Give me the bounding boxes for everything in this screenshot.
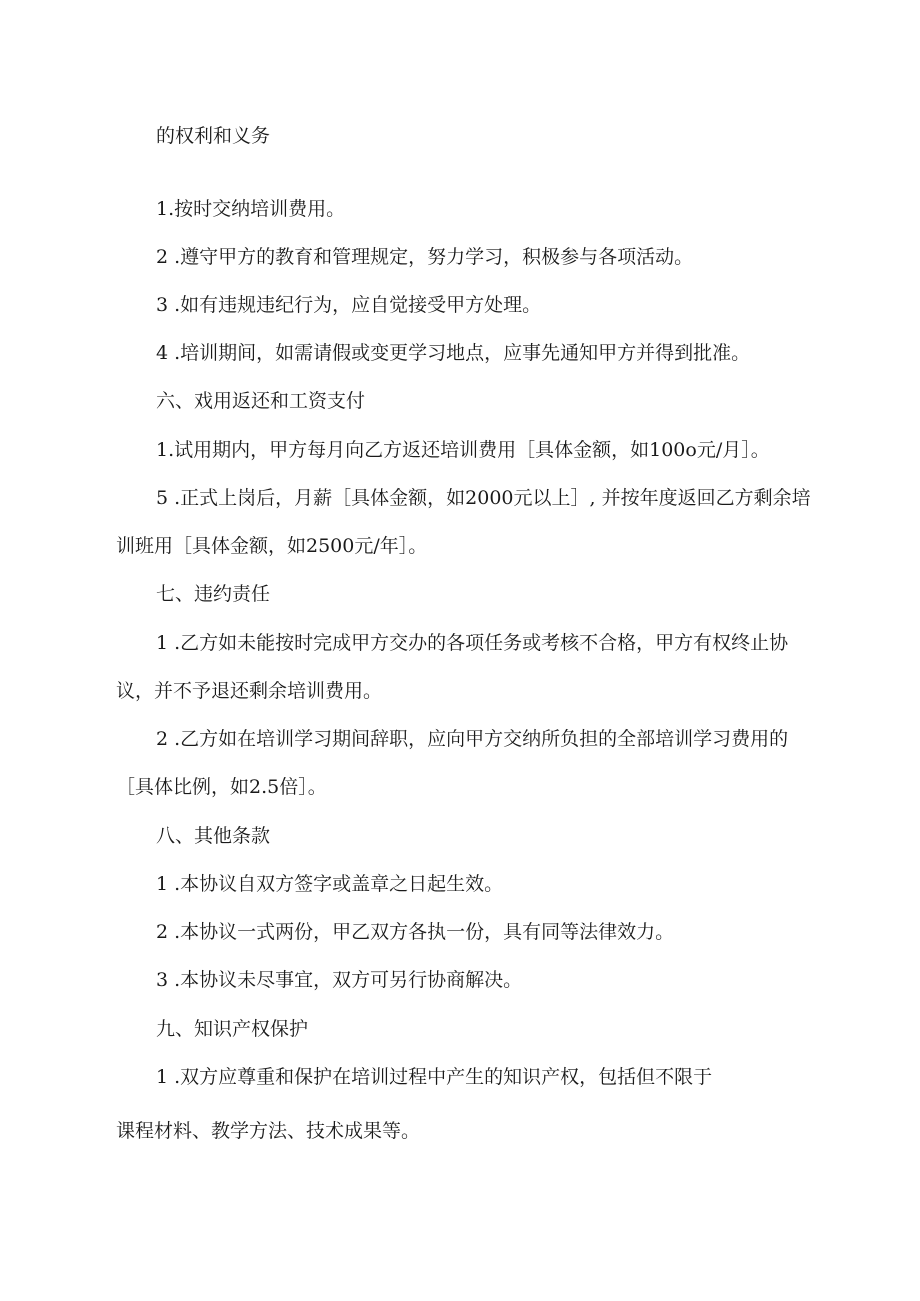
clause-item: 1 .本协议自双方签字或盖章之日起生效。 [156,873,504,895]
clause-item: 1.试用期内，甲方每月向乙方返还培训费用［具体金额，如100o元/月］。 [156,439,770,461]
clause-continuation: ［具体比例，如2.5倍］。 [116,776,327,798]
heading-continuation: 的权利和义务 [156,125,271,147]
clause-item: 1 .双方应尊重和保护在培训过程中产生的知识产权，包括但不限于 [156,1066,713,1088]
section-heading: 八、其他条款 [156,825,271,847]
clause-item: 2 .本协议一式两份，甲乙双方各执一份，具有同等法律效力。 [156,921,675,943]
section-heading: 六、戏用返还和工资支付 [156,390,366,412]
clause-continuation: 训班用［具体金额，如2500元/年］。 [116,535,428,557]
clause-item: 2 .遵守甲方的教育和管理规定，努力学习，积极参与各项活动。 [156,246,694,268]
section-heading: 九、知识产权保护 [156,1018,309,1040]
clause-item: 3 .本协议未尽事宜，双方可另行协商解决。 [156,969,523,991]
clause-item: 1 .乙方如未能按时完成甲方交办的各项任务或考核不合格，甲方有权终止协 [156,632,789,654]
clause-item: 3 .如有违规违纪行为，应自觉接受甲方处理。 [156,294,542,316]
section-heading: 七、违约责任 [156,583,271,605]
clause-continuation: 议，并不予退还剩余培训费用。 [116,680,383,702]
clause-item: 1.按时交纳培训费用。 [156,198,346,220]
clause-item: 4 .培训期间，如需请假或变更学习地点，应事先通知甲方并得到批准。 [156,342,751,364]
clause-item: 5 .正式上岗后，月薪［具体金额，如2000元以上］, 并按年度返回乙方剩余培 [156,487,811,509]
clause-item: 2 .乙方如在培训学习期间辞职，应向甲方交纳所负担的全部培训学习费用的 [156,728,789,750]
clause-continuation: 课程材料、教学方法、技术成果等。 [116,1120,421,1142]
